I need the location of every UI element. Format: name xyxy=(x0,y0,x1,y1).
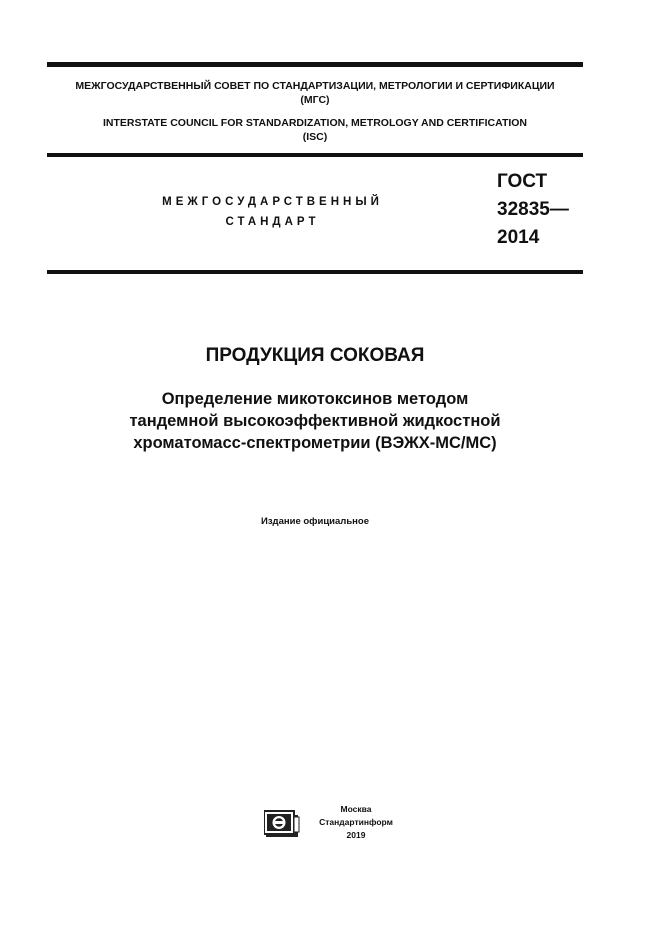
top-rule xyxy=(47,62,583,67)
subtitle-line: Определение микотоксинов методом xyxy=(161,390,469,408)
edition-note: Издание официальное xyxy=(261,516,369,527)
subtitle-line: тандемной высокоэффективной жидкостной xyxy=(129,412,501,430)
document-subtitle xyxy=(47,388,583,454)
council-russian xyxy=(47,79,583,107)
council-english xyxy=(47,116,583,144)
header-divider xyxy=(47,153,583,157)
designation-number: 32835— xyxy=(497,199,569,220)
designation-year: 2014 xyxy=(497,227,540,248)
publisher-city: Москва xyxy=(340,804,372,814)
publication-year: 2019 xyxy=(346,830,366,840)
standard-type-line2: СТАНДАРТ xyxy=(225,216,320,228)
publisher-block xyxy=(308,803,404,842)
council-english-abbr: (ISC) xyxy=(302,131,328,143)
standard-type-line1: МЕЖГОСУДАРСТВЕННЫЙ xyxy=(162,196,383,208)
standard-designation xyxy=(497,168,569,252)
publisher-name: Стандартинформ xyxy=(319,817,393,827)
standartinform-logo-icon xyxy=(264,809,300,839)
council-english-name: INTERSTATE COUNCIL FOR STANDARDIZATION, METROLOGY AND CERTIFICATION xyxy=(102,117,528,129)
document-title: ПРОДУКЦИЯ СОКОВАЯ xyxy=(205,345,425,366)
council-russian-abbr: (МГС) xyxy=(300,94,330,106)
standard-type-label xyxy=(130,192,415,232)
designation-prefix: ГОСТ xyxy=(497,171,548,192)
council-russian-name: МЕЖГОСУДАРСТВЕННЫЙ СОВЕТ ПО СТАНДАРТИЗАЦИИ, МЕТРОЛОГИИ И СЕРТИФИКАЦИИ xyxy=(75,80,555,92)
designation-divider xyxy=(47,270,583,274)
subtitle-line: хроматомасс-спектрометрии (ВЭЖХ-МС/МС) xyxy=(133,434,497,452)
